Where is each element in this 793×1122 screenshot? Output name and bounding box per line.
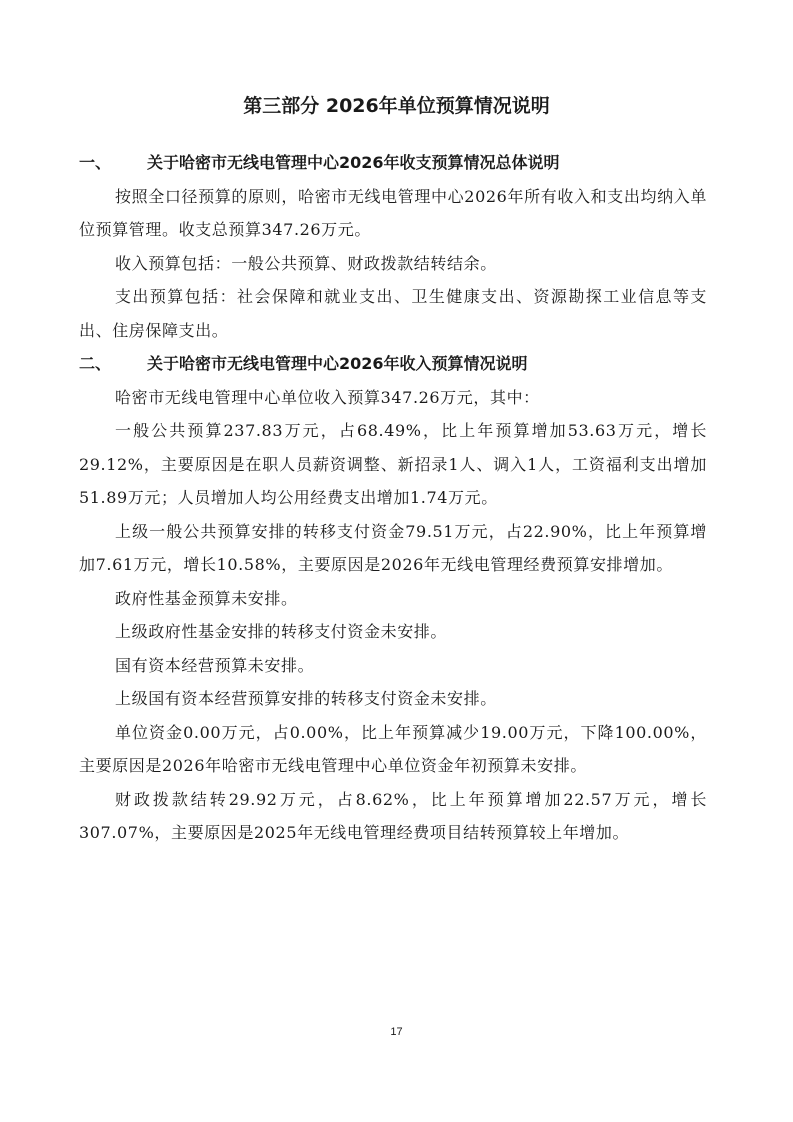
section-heading-text: 关于哈密市无线电管理中心2026年收入预算情况说明 bbox=[147, 354, 528, 373]
paragraph: 国有资本经营预算未安排。 bbox=[115, 655, 315, 675]
page-title: 第三部分 2026年单位预算情况说明 bbox=[243, 95, 550, 117]
section-number: 一、 bbox=[79, 153, 112, 172]
section-heading-text: 关于哈密市无线电管理中心2026年收支预算情况总体说明 bbox=[147, 153, 560, 172]
section-heading-2 bbox=[79, 347, 707, 381]
paragraph: 哈密市无线电管理中心单位收入预算347.26万元，其中： bbox=[115, 387, 540, 407]
paragraph: 单位资金0.00万元，占0.00%，比上年预算减少19.00万元，下降100.00%，主要原因是2026年哈密市无线电管理中心单位资金年初预算未安排。 bbox=[79, 722, 707, 775]
paragraph: 上级一般公共预算安排的转移支付资金79.51万元，占22.90%，比上年预算增加7.61万元，增长10.58%，主要原因是2026年无线电管理经费预算安排增加。 bbox=[79, 521, 707, 574]
paragraph: 上级政府性基金安排的转移支付资金未安排。 bbox=[115, 622, 448, 641]
paragraph: 收入预算包括：一般公共预算、财政拨款结转结余。 bbox=[115, 253, 497, 273]
paragraph: 上级国有资本经营预算安排的转移支付资金未安排。 bbox=[115, 689, 497, 708]
page-number: 17 bbox=[390, 1026, 403, 1038]
document-body bbox=[79, 146, 707, 850]
paragraph: 政府性基金预算未安排。 bbox=[115, 588, 298, 608]
paragraph: 财政拨款结转29.92万元，占8.62%，比上年预算增加22.57万元，增长307.07%，主要原因是2025年无线电管理经费项目结转预算较上年增加。 bbox=[79, 789, 707, 842]
paragraph: 支出预算包括：社会保障和就业支出、卫生健康支出、资源勘探工业信息等支出、住房保障支出。 bbox=[79, 287, 707, 340]
section-number: 二、 bbox=[79, 354, 112, 373]
paragraph: 一般公共预算237.83万元，占68.49%，比上年预算增加53.63万元，增长29.12%，主要原因是在职人员薪资调整、新招录1人、调入1人，工资福利支出增加51.89万元；人员增加人均公用经费支出增加1.74万元。 bbox=[79, 421, 707, 507]
section-heading-1 bbox=[79, 146, 707, 180]
paragraph: 按照全口径预算的原则，哈密市无线电管理中心2026年所有收入和支出均纳入单位预算管理。收支总预算347.26万元。 bbox=[79, 186, 707, 239]
